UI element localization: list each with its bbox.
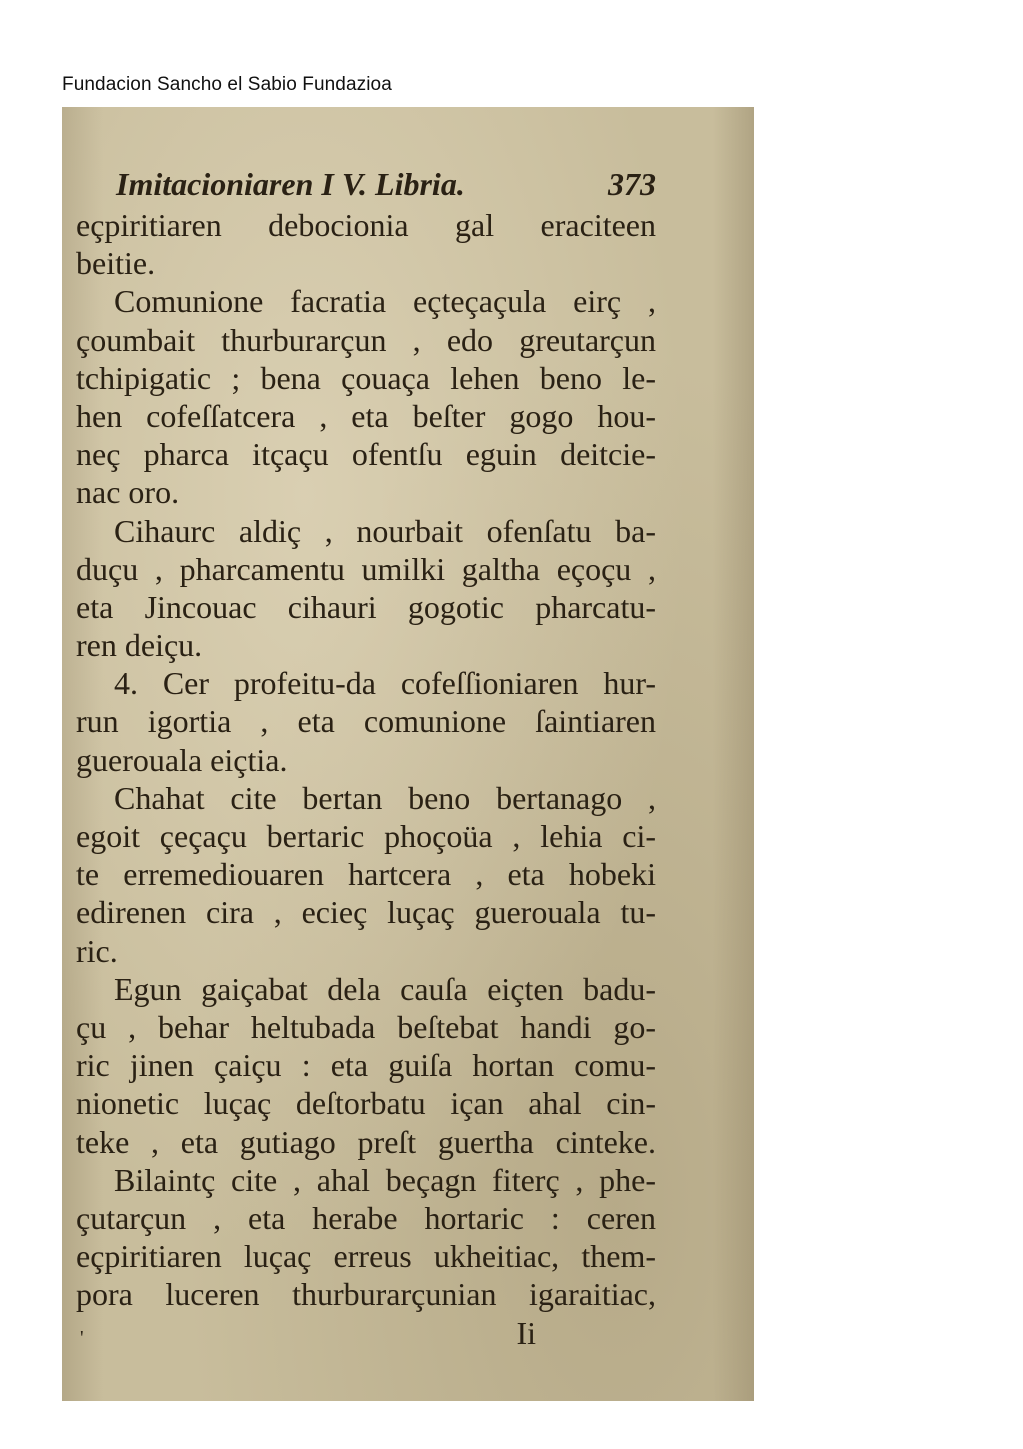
text-line: duçu , pharcamentu umilki galtha eçoçu , xyxy=(76,550,656,587)
text-line: neç pharca itçaçu ofentſu eguin deitcie- xyxy=(76,436,656,473)
text-line: guerouala eiçtia. xyxy=(76,741,288,778)
page-text xyxy=(76,162,656,1353)
text-line: eçpiritiaren debocionia gal eraciteen xyxy=(76,207,656,243)
text-line: tchipigatic ; bena çouaça lehen beno le- xyxy=(76,359,656,396)
page-number: 373 xyxy=(608,166,656,202)
text-line: eçpiritiaren luçaç erreus ukheitiac, them- xyxy=(76,1238,656,1275)
text-line: Cihaurc aldiç , nourbait ofenſatu ba- xyxy=(114,512,656,549)
text-line: nac oro. xyxy=(76,474,180,511)
text-line: Bilaintç cite , ahal beçagn fiterç , phe- xyxy=(114,1161,656,1198)
text-line: ric jinen çaiçu : eta guiſa hortan comu- xyxy=(76,1047,656,1084)
text-line: ren deiçu. xyxy=(76,627,203,664)
text-line: pora luceren thurburarçunian igaraitiac, xyxy=(76,1276,656,1313)
text-line: Comunione facratia eçteçaçula eirç , xyxy=(114,283,656,320)
text-line: nionetic luçaç deſtorbatu içan ahal cin- xyxy=(76,1085,656,1122)
text-line: run igortia , eta comunione ſaintiaren xyxy=(76,703,656,740)
running-head xyxy=(76,162,656,206)
text-line: çoumbait thurburarçun , edo greutarçun xyxy=(76,321,656,358)
text-line: edirenen cira , ecieç luçaç guerouala tu- xyxy=(76,894,656,931)
text-line: ric. xyxy=(76,932,118,969)
margin-mark: ' xyxy=(80,1327,84,1350)
archive-caption: Fundacion Sancho el Sabio Fundazioa xyxy=(62,74,392,95)
text-line: Egun gaiçabat dela cauſa eiçten badu- xyxy=(114,970,656,1007)
scanned-book-page xyxy=(62,107,754,1401)
text-line: eta Jincouac cihauri gogotic pharcatu- xyxy=(76,588,656,625)
text-line: 4. Cer profeitu-da cofeſſioniaren hur- xyxy=(114,665,656,702)
text-line: egoit çeçaçu bertaric phoçoüa , lehia ci- xyxy=(76,818,656,854)
text-line: Chahat cite bertan beno bertanago , xyxy=(114,779,656,816)
running-head-title: Imitacioniaren I V. Libria. xyxy=(116,166,465,202)
text-line: teke , eta gutiago preſt guertha cinteke. xyxy=(76,1123,656,1160)
catchword-line xyxy=(76,1313,656,1353)
text-line: beitie. xyxy=(76,245,156,282)
text-line: te erremediouaren hartcera , eta hobeki xyxy=(76,856,656,893)
signature-mark: Ii xyxy=(516,1315,536,1352)
text-line: hen cofeſſatcera , eta beſter gogo hou- xyxy=(76,397,656,434)
text-line: çu , behar heltubada beſtebat handi go- xyxy=(76,1008,656,1045)
text-line: çutarçun , eta herabe hortaric : ceren xyxy=(76,1199,656,1236)
text-lines xyxy=(76,206,656,1313)
